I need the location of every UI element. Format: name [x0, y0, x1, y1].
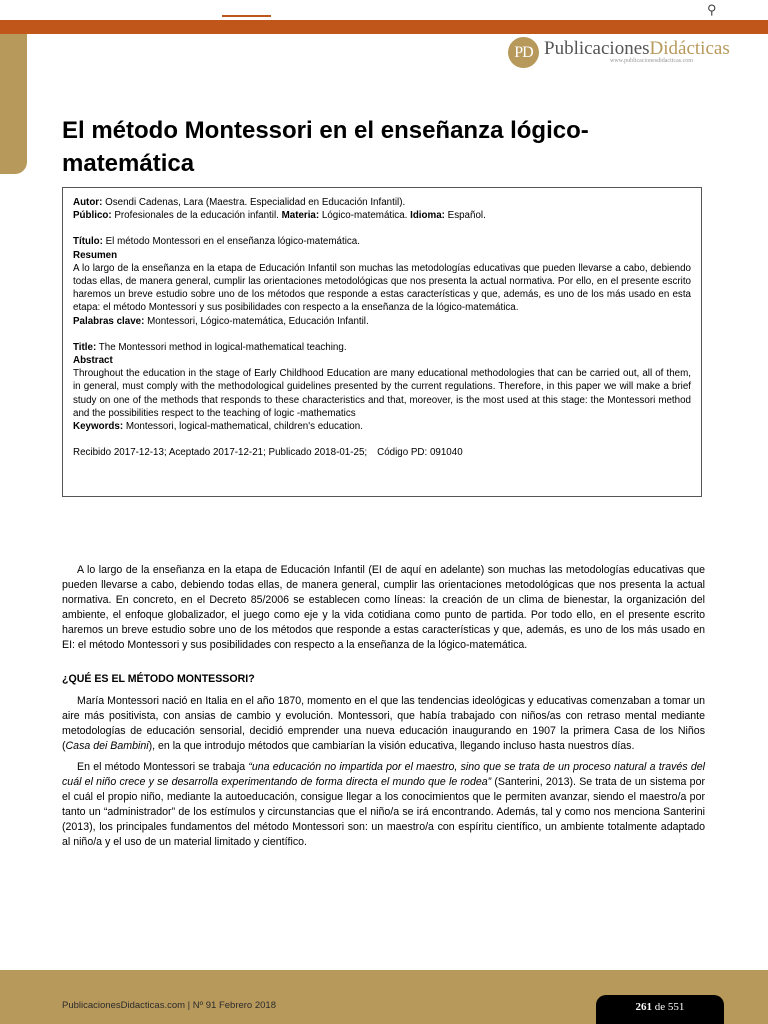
keywords-en-line: Keywords: Montessori, logical-mathematical, children's education.: [73, 421, 363, 433]
dates-line: Recibido 2017-12-13; Aceptado 2017-12-21; Publicado 2018-01-25; Código PD: 091040: [73, 447, 463, 459]
author-line: Autor: Osendi Cadenas, Lara (Maestra. Especialidad en Educación Infantil).: [73, 197, 406, 208]
publisher-logo[interactable]: [508, 37, 738, 69]
side-tab: [0, 34, 27, 174]
keywords-es-line: Palabras clave: Montessori, Lógico-matemática, Educación Infantil.: [73, 315, 369, 327]
logo-url: www.publicacionesdidacticas.com: [610, 58, 693, 64]
title-es-line: Título: El método Montessori en el enseñanza lógico-matemática.: [73, 236, 360, 248]
small-figure-icon: ⚲: [707, 2, 717, 17]
header-bar: [0, 20, 768, 34]
footer-journal: PublicacionesDidacticas.com | Nº 91 Febrero 2018: [62, 1000, 276, 1011]
abstract-box: [62, 187, 702, 497]
summary-heading: Resumen: [73, 249, 118, 261]
abstract-heading: Abstract: [73, 355, 113, 367]
page-number-badge: 261 de 551: [596, 995, 724, 1024]
body-paragraph-2: En el método Montessori se trabaja “una educación no impartida por el maestro, sino que se trata de un proceso natural a través del cuál el niño crece y se desarrolla experimentando de forma directa el mundo que le rodea” (Santerini, 2013). Se trata de un sistema por el cuál el propio niño, mediante la autoeducación, consigue llegar a los conocimientos que le permiten avanzar, siendo el maestro/a por tanto un “administrador” de los estímulos y circunstancias que el niño/a se irá encontrando. Además, tal y como nos menciona Santerini (2013), los principales fundamentos del método Montessori son: un maestro/a con espíritu científico, un ambiente totalmente adaptado al niño/a y el uso de un material limitado y científico.: [62, 761, 705, 848]
intro-paragraph: A lo largo de la enseñanza en la etapa de Educación Infantil (EI de aquí en adelante) son muchas las metodologías educativas que pueden llevarse a cabo, debiendo todas ellas, de manera general, cumplir las orientaciones metodológicas que nos presenta la actual normativa. En concreto, en el Decreto 85/2006 se establecen como líneas: la creación de un clima de bienestar, la organización del ambiente, el enfoque globalizador, el juego como eje y la vida cotidiana como punto de partida. Por todo ello, en el presente escrito haremos un breve estudio sobre uno de los métodos que responde a estas características y que, además, es uno de los más usado en EI: el método Montessori y sus posibilidades con respecto a la enseñanza de la lógico-matemática.: [62, 564, 705, 651]
logo-monogram: PD: [508, 37, 539, 68]
article-body: [62, 563, 705, 856]
title-en-line: Title: The Montessori method in logical-mathematical teaching.: [73, 341, 347, 353]
section-heading: ¿QUÉ ES EL MÉTODO MONTESSORI?: [62, 673, 255, 685]
body-paragraph-1: María Montessori nació en Italia en el año 1870, momento en el que las tendencias ideológicas y educativas comenzaban a tomar un aire más positivista, con ansias de cambio y evolución. Montessori, que había trabajado con niños/as con retraso mental mediante metodologías de educación sensorial, decidió emprender una nueva educación inaugurando en 1907 la primera Casa de los Niños (Casa dei Bambini), en la que introdujo métodos que cambiarían la visión educativa, llegando incluso hasta nuestros días.: [62, 695, 705, 752]
audience-line: Público: Profesionales de la educación infantil. Materia: Lógico-matemática. Idioma: Español.: [73, 210, 486, 222]
summary-es: A lo largo de la enseñanza en la etapa de Educación Infantil son muchas las metodologías educativas que pueden llevarse a cabo, debiendo todas ellas, de manera general, cumplir las orientaciones metodológicas que nos presenta la actual normativa. Por ello, en el presente escrito haremos un breve estudio sobre uno de los métodos que responde a estas características y que, además, es uno de los más usado en esta etapa: el método Montessori y sus posibilidades con respecto a la enseñanza de la lógico-matemática.: [73, 262, 691, 314]
header-accent-line: [222, 15, 271, 17]
abstract-en: Throughout the education in the stage of Early Childhood Education are many educational methodologies that can be carried out, all of them, in general, must comply with the methodological guidelines presented by the current regulations. Therefore, in this paper we will make a brief study on one of the methods that responds to these characteristics and that, moreover, is the most used at this stage: the Montessori method and the possibilities respect to the teaching of logic -mathematics: [73, 368, 691, 419]
logo-name: PublicacionesDidácticas: [544, 38, 730, 59]
article-title: El método Montessori en el enseñanza lógico-matemática: [62, 117, 589, 177]
